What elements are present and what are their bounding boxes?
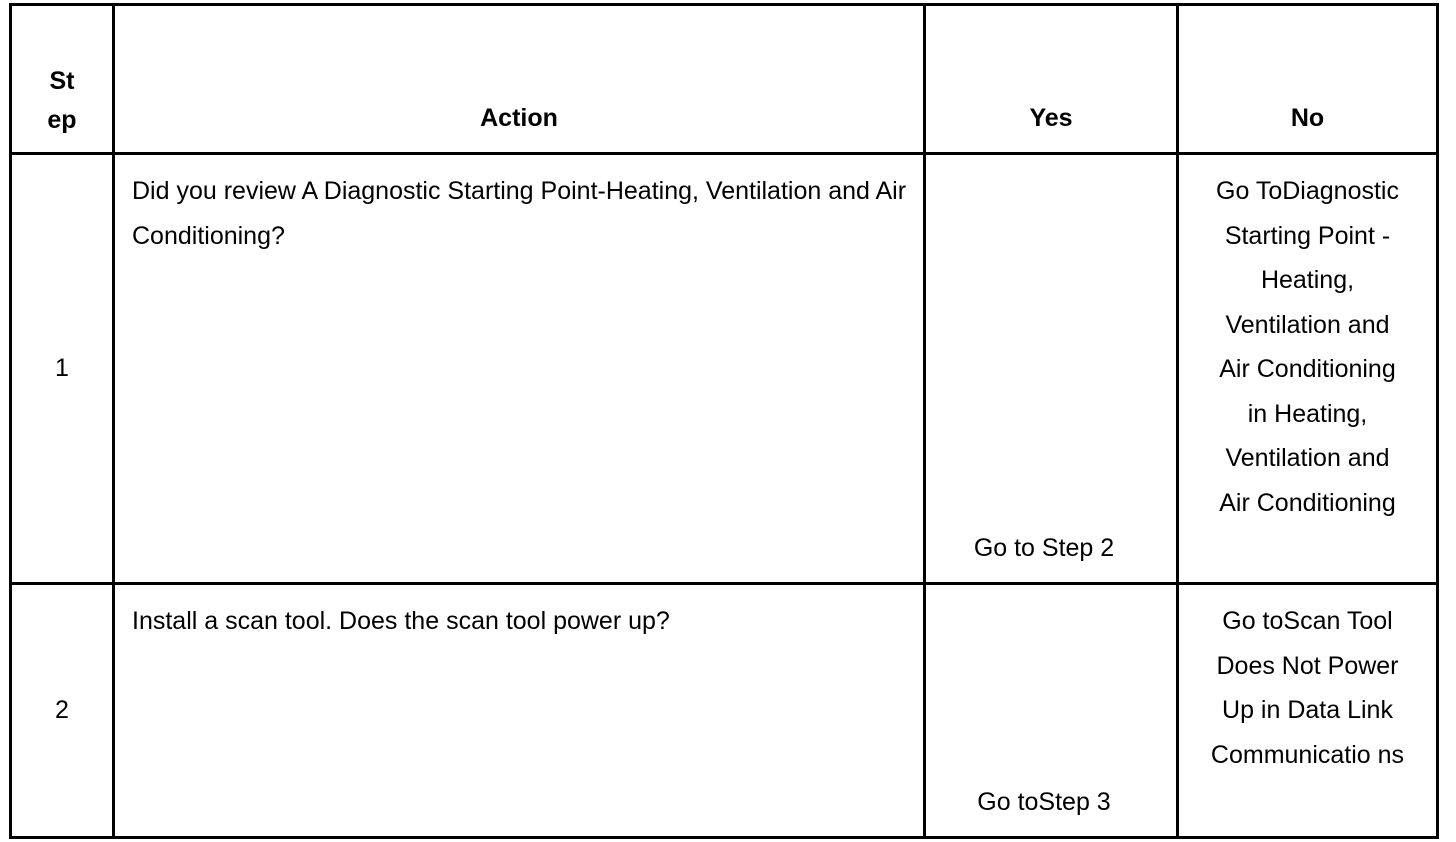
diagnostic-table (9, 3, 1439, 839)
no-outcome-text: Go ToDiagnostic Starting Point - Heating, Ventilation and Air Conditioning in Heating, Ventilation and Air Conditioning (1216, 177, 1399, 517)
header-no: No (1178, 5, 1438, 154)
action-text: Install a scan tool. Does the scan tool power up? (114, 584, 925, 838)
header-step-label: St ep (47, 67, 77, 134)
header-step (11, 5, 114, 154)
table-row (11, 584, 1438, 838)
header-yes: Yes (925, 5, 1178, 154)
step-number: 1 (11, 154, 114, 584)
yes-outcome: Go to Step 2 (925, 154, 1178, 584)
step-number: 2 (11, 584, 114, 838)
no-outcome-text: Go toScan Tool Does Not Power Up in Data Link Communicatio ns (1210, 607, 1405, 769)
yes-outcome: Go toStep 3 (925, 584, 1178, 838)
header-action: Action (114, 5, 925, 154)
no-outcome (1178, 154, 1438, 584)
table-row (11, 154, 1438, 584)
action-text: Did you review A Diagnostic Starting Point-Heating, Ventilation and Air Conditioning? (114, 154, 925, 584)
no-outcome (1178, 584, 1438, 838)
table-header-row (11, 5, 1438, 154)
